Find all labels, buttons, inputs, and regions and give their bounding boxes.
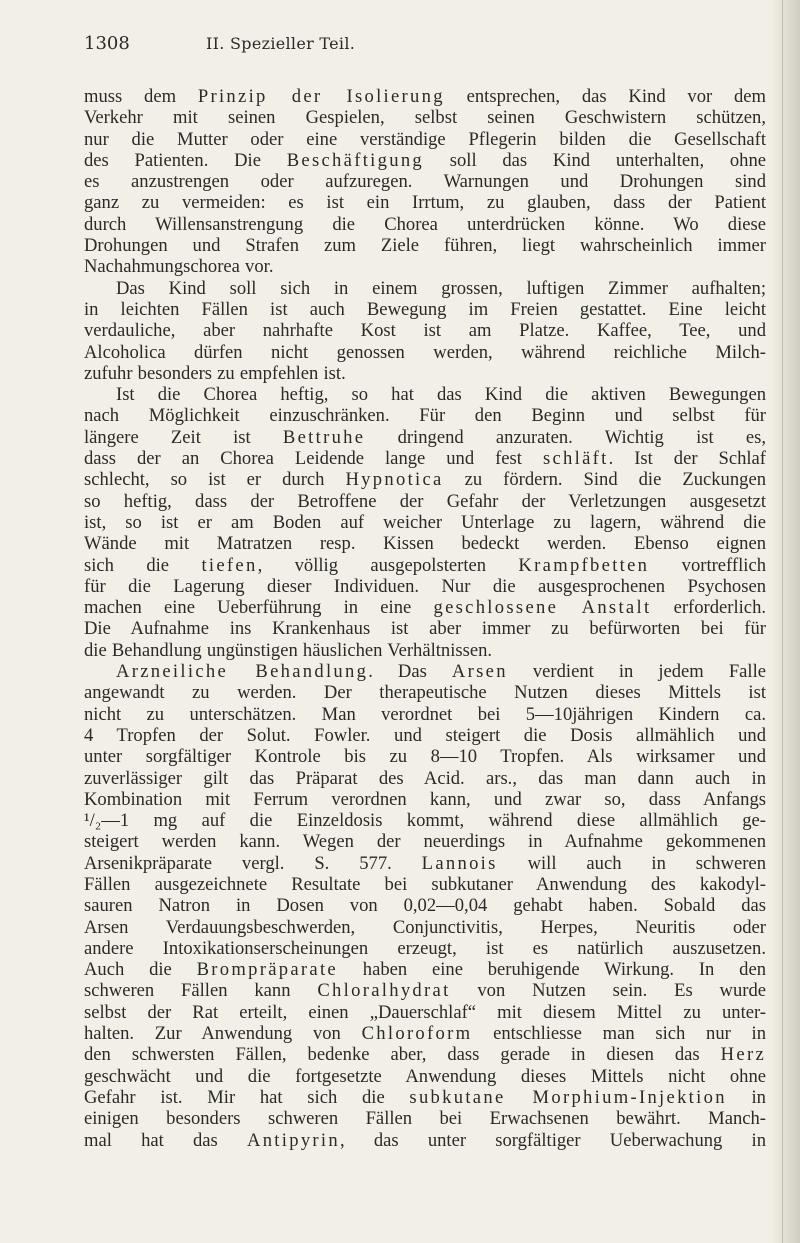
text-segment: Die Aufnahme ins Krankenhaus ist aber immer zu befürworten bei für (84, 618, 766, 640)
text-segment: vortrefflich (649, 554, 766, 576)
text-line (84, 597, 766, 618)
text-line (84, 874, 766, 895)
spaced-emphasis: Lannois (421, 852, 498, 874)
text-segment: Kombination mit Ferrum verordnen kann, und zwar so, dass Anfangs (84, 788, 766, 810)
text-segment: ist, so ist er am Boden auf weicher Unterlage zu lagern, während die (84, 511, 766, 533)
text-segment: . Ist der Schlaf (608, 448, 766, 470)
page-edge (772, 0, 800, 1243)
text-segment: Verkehr mit seinen Gespielen, selbst seinen Geschwistern schützen, (84, 107, 766, 129)
spaced-emphasis: Beschäftigung (286, 149, 425, 171)
running-head: II. Spezieller Teil. (206, 34, 356, 53)
text-segment: halten. Zur Anwendung von (84, 1023, 362, 1045)
text-segment: für die Lagerung dieser Individuen. Nur die ausgesprochenen Psychosen (84, 575, 766, 597)
text-segment: angewandt zu werden. Der therapeutische Nutzen dieses Mittels ist (84, 682, 766, 704)
text-line (84, 1087, 766, 1108)
spaced-emphasis: Brompräparate (196, 959, 338, 981)
text-segment: durch Willensanstrengung die Chorea unterdrücken könne. Wo diese (84, 213, 766, 235)
text-segment: dass der an Chorea Leidende lange und fest (84, 448, 543, 470)
text-line (84, 469, 766, 490)
text-segment: es anzustrengen oder aufzuregen. Warnungen und Drohungen sind (84, 171, 766, 193)
text-line (84, 427, 766, 448)
text-segment: in (726, 1086, 766, 1108)
text-line (84, 235, 766, 256)
text-line (84, 1044, 766, 1065)
text-line (84, 661, 766, 682)
text-segment: Gefahr ist. Mir hat sich die (84, 1086, 410, 1108)
spaced-emphasis: Prinzip der Isolierung (197, 86, 445, 107)
text-line (84, 256, 766, 277)
text-line (84, 1002, 766, 1023)
text-segment: zufuhr besonders zu empfehlen ist. (84, 362, 346, 384)
text-segment: sauren Natron in Dosen von 0,02—0,04 gehabt haben. Sobald das (84, 895, 766, 917)
text-segment: Das Kind soll sich in einem grossen, luftigen Zimmer aufhalten; (116, 277, 766, 299)
text-segment: selbst der Rat erteilt, einen „Dauerschlaf“ mit diesem Mittel zu unter- (84, 1001, 766, 1023)
text-line (84, 342, 766, 363)
text-segment: einigen besonders schweren Fällen bei Erwachsenen bewährt. Manch- (84, 1108, 766, 1130)
text-line (84, 86, 766, 107)
text-line (84, 555, 766, 576)
text-segment: nur die Mutter oder eine verständige Pflegerin bilden die Gesellschaft (84, 128, 766, 150)
text-line (84, 640, 766, 661)
text-segment: ganz zu vermeiden: es ist ein Irrtum, zu glauben, dass der Patient (84, 192, 766, 214)
text-segment: 4 Tropfen der Solut. Fowler. und steigert die Dosis allmählich und (84, 724, 766, 746)
text-segment: ¹/₂—1 mg auf die Einzeldosis kommt, während diese allmählich ge- (84, 810, 766, 832)
text-line (84, 1130, 766, 1151)
spaced-emphasis: subkutane Morphium-Injektion (409, 1086, 727, 1108)
text-line (84, 618, 766, 639)
page-header (84, 30, 724, 58)
text-segment: den schwersten Fällen, bedenke aber, dass gerade in diesen das (84, 1044, 721, 1066)
text-line (84, 533, 766, 554)
text-segment: schweren Fällen kann (84, 980, 318, 1002)
text-segment: Fällen ausgezeichnete Resultate bei subkutaner Anwendung des kakodyl- (84, 873, 766, 895)
text-line (84, 129, 766, 150)
text-segment: verdauliche, aber nahrhafte Kost ist am Platze. Kaffee, Tee, und (84, 320, 766, 342)
text-segment: Auch die (84, 959, 197, 981)
text-segment: will auch in schweren (497, 852, 766, 874)
text-segment: nicht zu unterschätzen. Man verordnet bei 5—10jährigen Kindern ca. (84, 703, 766, 725)
text-segment: schlecht, so ist er durch (84, 469, 346, 491)
text-line (84, 150, 766, 171)
spaced-emphasis: Chloroform (361, 1023, 473, 1045)
text-segment: erforderlich. (651, 597, 767, 619)
spaced-emphasis: Arzneiliche Behandlung (116, 661, 369, 683)
text-segment: steigert werden kann. Wegen der neuerdings in Aufnahme gekommenen (84, 831, 766, 853)
text-line (84, 171, 766, 192)
text-line (84, 980, 766, 1001)
text-segment: in leichten Fällen ist auch Bewegung im Freien gestattet. Eine leicht (84, 298, 766, 320)
text-line (84, 107, 766, 128)
text-segment: andere Intoxikationserscheinungen erzeugt, ist es natürlich auszusetzen. (84, 937, 766, 959)
text-line (84, 1066, 766, 1087)
text-line (84, 895, 766, 916)
spaced-emphasis: Hypnotica (345, 469, 444, 491)
text-segment: soll das Kind unterhalten, ohne (424, 149, 766, 171)
text-segment: von Nutzen sein. Es wurde (450, 980, 766, 1002)
text-segment: machen eine Ueberführung in eine (84, 597, 434, 619)
text-segment: , völlig ausgepolsterten (257, 554, 519, 576)
text-line (84, 853, 766, 874)
text-segment: Wände mit Matratzen resp. Kissen bedeckt werden. Ebenso eignen (84, 533, 766, 555)
text-segment: mal hat das (84, 1129, 247, 1151)
page-number: 1308 (84, 33, 130, 54)
text-line (84, 1023, 766, 1044)
text-line (84, 320, 766, 341)
text-segment: unter sorgfältiger Kontrole bis zu 8—10 Tropfen. Als wirksamer und (84, 746, 766, 768)
text-segment: muss dem (84, 86, 198, 107)
text-segment: Arsen Verdauungsbeschwerden, Conjunctivitis, Herpes, Neuritis oder (84, 916, 766, 938)
body-text (84, 86, 766, 1151)
spaced-emphasis: geschlossene Anstalt (433, 597, 652, 619)
text-segment: entsprechen, das Kind vor dem (444, 86, 766, 107)
spaced-emphasis: Herz (720, 1044, 766, 1066)
text-segment: zuverlässiger gilt das Präparat des Acid. ars., das man dann auch in (84, 767, 766, 789)
text-segment: zu fördern. Sind die Zuckungen (443, 469, 766, 491)
text-line (84, 384, 766, 405)
text-line (84, 831, 766, 852)
spaced-emphasis: schläft (542, 448, 609, 470)
text-segment: des Patienten. Die (84, 149, 287, 171)
text-segment: dringend anzuraten. Wichtig ist es, (365, 426, 766, 448)
spaced-emphasis: Chloralhydrat (317, 980, 451, 1002)
spaced-emphasis: Antipyrin (246, 1129, 340, 1151)
text-line (84, 810, 766, 831)
text-line (84, 512, 766, 533)
text-segment: haben eine beruhigende Wirkung. In den (338, 959, 766, 981)
spaced-emphasis: Krampfbetten (518, 554, 650, 576)
text-line (84, 768, 766, 789)
spaced-emphasis: Bettruhe (282, 426, 366, 448)
text-line (84, 363, 766, 384)
text-line (84, 725, 766, 746)
text-segment: Alcoholica dürfen nicht genossen werden, während reichliche Milch- (84, 341, 766, 363)
text-segment: längere Zeit ist (84, 426, 283, 448)
spaced-emphasis: Arsen (451, 661, 508, 683)
text-line (84, 192, 766, 213)
text-segment: Nachahmungschorea vor. (84, 256, 274, 278)
text-line (84, 491, 766, 512)
text-line (84, 789, 766, 810)
text-segment: verdient in jedem Falle (507, 661, 766, 683)
text-segment: Arsenikpräparate vergl. S. 577. (84, 852, 422, 874)
text-line (84, 682, 766, 703)
text-segment: die Behandlung ungünstigen häuslichen Verhältnissen. (84, 639, 493, 661)
text-line (84, 405, 766, 426)
text-segment: , das unter sorgfältiger Ueberwachung in (340, 1129, 767, 1151)
text-segment: nach Möglichkeit einzuschränken. Für den Beginn und selbst für (84, 405, 766, 427)
text-line (84, 1108, 766, 1129)
text-segment: Drohungen und Strafen zum Ziele führen, liegt wahrscheinlich immer (84, 235, 766, 257)
text-segment: so heftig, dass der Betroffene der Gefahr der Verletzungen ausgesetzt (84, 490, 766, 512)
text-line (84, 746, 766, 767)
text-line (84, 938, 766, 959)
text-line (84, 214, 766, 235)
text-line (84, 959, 766, 980)
text-segment: geschwächt und die fortgesetzte Anwendung dieses Mittels nicht ohne (84, 1065, 766, 1087)
text-line (84, 299, 766, 320)
spaced-emphasis: tiefen (201, 554, 258, 576)
text-segment: . Das (368, 661, 452, 683)
text-line (84, 576, 766, 597)
text-line (84, 917, 766, 938)
text-segment: sich die (84, 554, 202, 576)
text-segment: entschliesse man sich nur in (472, 1023, 767, 1045)
text-line (84, 278, 766, 299)
text-line (84, 704, 766, 725)
text-segment: Ist die Chorea heftig, so hat das Kind die aktiven Bewegungen (116, 384, 766, 406)
text-line (84, 448, 766, 469)
